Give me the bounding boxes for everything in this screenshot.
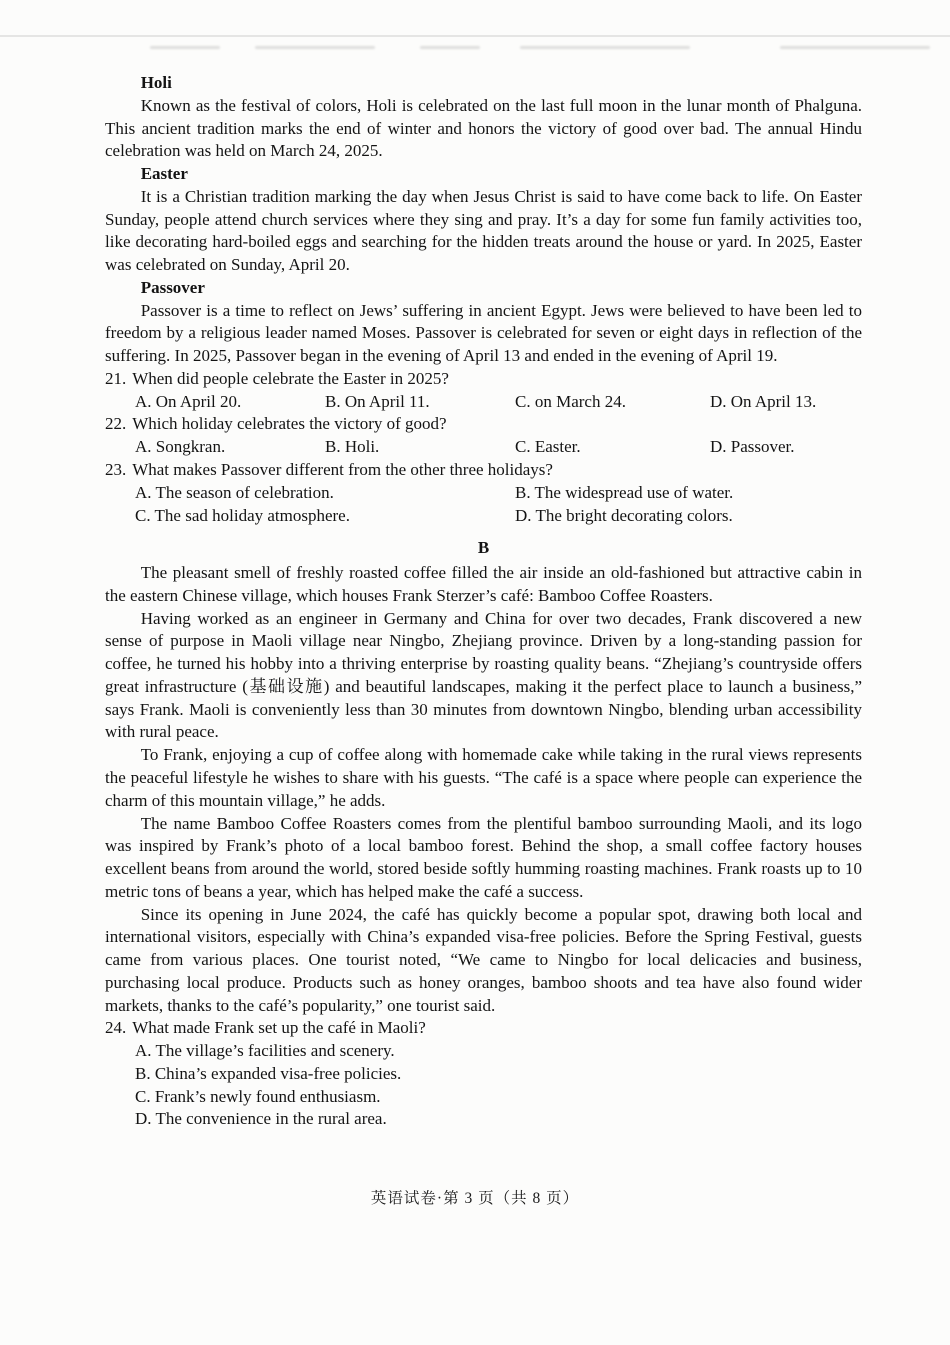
question-23-options — [105, 482, 862, 528]
option-c: C. Easter. — [515, 437, 581, 457]
question-23 — [105, 459, 862, 527]
passage-paragraph-holi: Known as the festival of colors, Holi is celebrated on the last full moon in the lunar month of Phalguna. This ancient tradition marks the end of winter and honors the victory of good over bad. The annual Hindu celebration was held on March 24, 2025. — [105, 95, 862, 161]
option-d: D. Passover. — [710, 437, 795, 457]
option-a: A. The village’s facilities and scenery. — [135, 1041, 395, 1061]
passage-b-paragraph-3: To Frank, enjoying a cup of coffee along with homemade cake while taking in the rural views represents the peaceful lifestyle he wishes to share with his guests. “The café is a space where people can experience the charm of this mountain village,” he adds. — [105, 745, 862, 810]
passage-heading-passover: Passover — [140, 277, 205, 297]
option-c: C. Frank’s newly found enthusiasm. — [135, 1086, 381, 1106]
passage-heading-holi: Holi — [140, 73, 172, 92]
option-d: D. On April 13. — [710, 391, 817, 411]
question-number: 24. — [105, 1018, 127, 1038]
question-text: What made Frank set up the café in Maoli? — [132, 1018, 426, 1038]
scan-smudge — [150, 46, 220, 49]
question-number: 21. — [105, 368, 127, 388]
passage-paragraph-easter: It is a Christian tradition marking the day when Jesus Christ is said to have come back to life. On Easter Sunday, people attend church services where they sing and pray. It’s a day for some fun family activities too, like decorating hard-boiled eggs and searching for the hidden treats around the house or yard. In 2025, Easter was celebrated on Sunday, April 20. — [105, 186, 862, 275]
question-22-stem — [105, 413, 862, 436]
option-a: A. The season of celebration. — [135, 482, 334, 502]
option-d: D. The bright decorating colors. — [515, 505, 733, 525]
passage-b-paragraph-4: The name Bamboo Coffee Roasters comes from the plentiful bamboo surrounding Maoli, and its logo was inspired by Frank’s photo of a local bamboo forest. Behind the shop, a small coffee factory houses excellent beans from around the world, stored beside softly humming roasting machines. Frank roasts up to 10 metric tons of beans a year, which has helped make the café a success. — [105, 813, 862, 901]
passage-heading-easter: Easter — [140, 164, 188, 184]
option-b: B. Holi. — [325, 437, 380, 457]
question-text: What makes Passover different from the other three holidays? — [132, 460, 553, 480]
scan-smudge — [420, 46, 480, 49]
option-d: D. The convenience in the rural area. — [135, 1109, 387, 1129]
scan-smudge — [255, 46, 375, 49]
scan-artifact-line — [0, 35, 950, 37]
question-number: 22. — [105, 414, 127, 434]
option-a: A. Songkran. — [135, 437, 226, 457]
passage-b-paragraph-5: Since its opening in June 2024, the café has quickly become a popular spot, drawing both local and international visitors, especially with China’s expanded visa-free policies. Before the Spring Festival, guests came from various places. One tourist noted, “We came to Ningbo for local delicacies and business, purchasing local produce. Products such as honey oranges, bamboo shoots and tea have also found wider markets, thanks to the café’s popularity,” one tourist said. — [105, 904, 862, 1015]
question-21-stem — [105, 368, 862, 391]
passage-b-paragraph-2: Having worked as an engineer in Germany and China for over two decades, Frank discovered a new sense of purpose in Maoli village near Ningbo, Zhejiang province. Driven by a long-standing passion for coffee, he turned his hobby into a thriving enterprise by roasting quality beans. “Zhejiang’s countryside offers great infrastructure (基础设施) and beautiful landscapes, making it the perfect place to launch a business,” says Frank. Maoli is conveniently less than 30 minutes from downtown Ningbo, blending urban accessibility with rural peace. — [105, 608, 862, 742]
question-22-options — [105, 436, 862, 459]
option-a: A. On April 20. — [135, 391, 242, 411]
question-text: When did people celebrate the Easter in 2025? — [132, 368, 449, 388]
option-c: C. on March 24. — [515, 391, 626, 411]
option-b: B. The widespread use of water. — [515, 482, 734, 502]
question-21 — [105, 368, 862, 414]
question-23-stem — [105, 459, 862, 482]
question-22 — [105, 413, 862, 459]
option-c: C. The sad holiday atmosphere. — [135, 505, 350, 525]
scan-smudge — [520, 46, 690, 49]
section-label-b: B — [477, 538, 490, 558]
question-24-stem — [105, 1017, 862, 1040]
page-content — [105, 72, 862, 1131]
scan-smudge — [780, 46, 930, 49]
passage-b-paragraph-1: The pleasant smell of freshly roasted coffee filled the air inside an old-fashioned but attractive cabin in the eastern Chinese village, which houses Frank Sterzer’s café: Bamboo Coffee Roasters. — [105, 563, 862, 605]
page-footer: 英语试卷·第 3 页（共 8 页） — [370, 1190, 580, 1207]
question-24 — [105, 1017, 862, 1131]
option-b: B. China’s expanded visa-free policies. — [135, 1063, 402, 1083]
question-24-options — [105, 1040, 862, 1131]
question-text: Which holiday celebrates the victory of good? — [132, 414, 447, 434]
option-b: B. On April 11. — [325, 391, 430, 411]
passage-paragraph-passover: Passover is a time to reflect on Jews’ suffering in ancient Egypt. Jews were believed to have been led to freedom by a religious leader named Moses. Passover is celebrated for seven or eight days in reflection of the suffering. In 2025, Passover began in the evening of April 13 and ended in the evening of April 19. — [105, 300, 862, 366]
question-number: 23. — [105, 460, 127, 480]
question-21-options — [105, 391, 862, 414]
